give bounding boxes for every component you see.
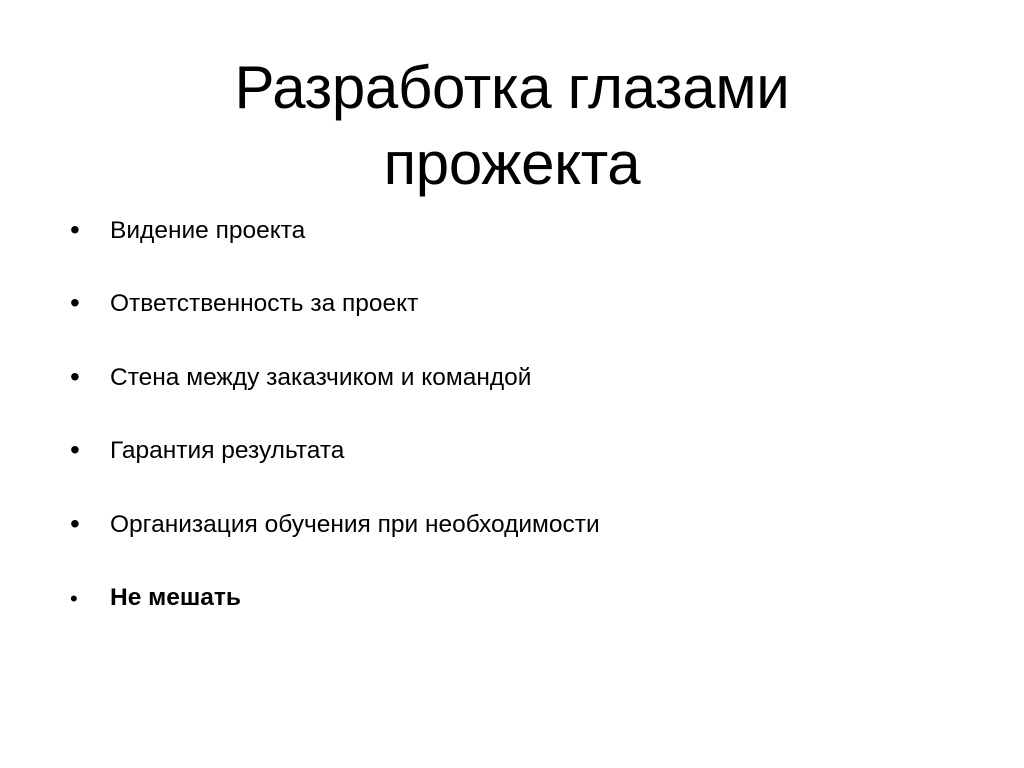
slide-title [0,50,1024,202]
bullet-text-emphasized: Не мешать [110,583,241,611]
bullet-text: Видение проекта [110,217,306,244]
bullet-text: Гарантия результата [110,437,345,465]
bullet-text: Ответственность за проект [110,290,419,318]
bullet-icon: • [70,287,80,319]
bullet-icon: • [70,507,80,539]
bullet-icon: • [70,214,80,245]
bullet-icon: • [70,360,80,392]
bullet-icon: • [70,585,78,611]
bullet-icon: • [70,434,80,466]
slide-title-line-2: прожекта [383,130,641,197]
bullet-text: Стена между заказчиком и командой [110,363,532,391]
slide-title-line-1: Разработка глазами [234,54,790,121]
bullet-text: Организация обучения при необходимости [110,510,600,538]
